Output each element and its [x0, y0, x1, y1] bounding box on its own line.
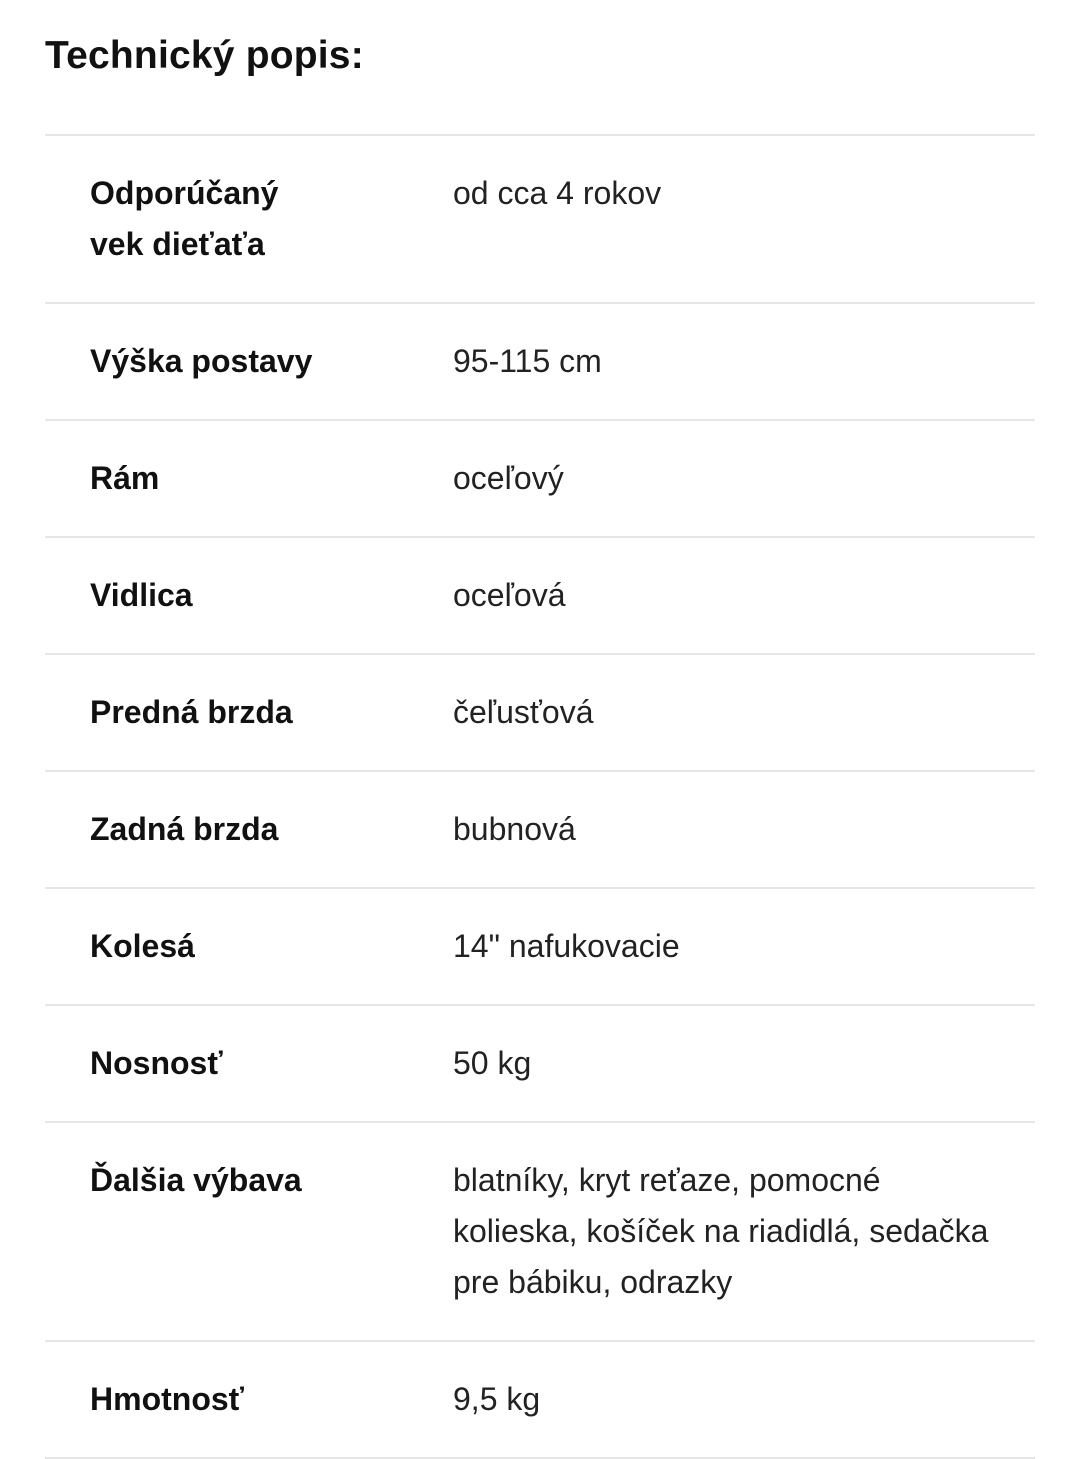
section-title: Technický popis: — [45, 34, 364, 77]
spec-row-weight — [45, 1342, 1035, 1459]
spec-row-age — [45, 136, 1035, 304]
spec-row-load-capacity — [45, 1006, 1035, 1123]
spec-value: 9,5 kg — [453, 1381, 541, 1417]
spec-value: od cca 4 rokov — [453, 175, 662, 211]
spec-label: Kolesá — [90, 928, 195, 964]
spec-label: Ďalšia výbava — [90, 1162, 302, 1198]
spec-value: čeľusťová — [453, 694, 594, 730]
spec-row-front-brake — [45, 655, 1035, 772]
spec-row-frame — [45, 421, 1035, 538]
spec-row-height — [45, 304, 1035, 421]
spec-label: Vidlica — [90, 577, 193, 613]
spec-table — [45, 134, 1035, 1459]
spec-label: Výška postavy — [90, 343, 313, 379]
spec-value: blatníky, kryt reťaze, pomocné kolieska, košíček na riadidlá, sedačka pre bábiku, odrazky — [453, 1162, 989, 1300]
spec-value: 50 kg — [453, 1045, 532, 1081]
spec-label: Hmotnosť — [90, 1381, 244, 1417]
spec-value: bubnová — [453, 811, 576, 847]
spec-label: Odporúčaný vek dieťaťa — [90, 175, 279, 262]
spec-row-rear-brake — [45, 772, 1035, 889]
spec-label: Nosnosť — [90, 1045, 223, 1081]
spec-row-fork — [45, 538, 1035, 655]
spec-value: 95-115 cm — [453, 343, 602, 379]
spec-label: Zadná brzda — [90, 811, 279, 847]
spec-label: Predná brzda — [90, 694, 293, 730]
spec-row-equipment — [45, 1123, 1035, 1342]
spec-value: oceľový — [453, 460, 564, 496]
spec-value: 14" nafukovacie — [453, 928, 680, 964]
spec-row-wheels — [45, 889, 1035, 1006]
spec-label: Rám — [90, 460, 160, 496]
spec-value: oceľová — [453, 577, 566, 613]
